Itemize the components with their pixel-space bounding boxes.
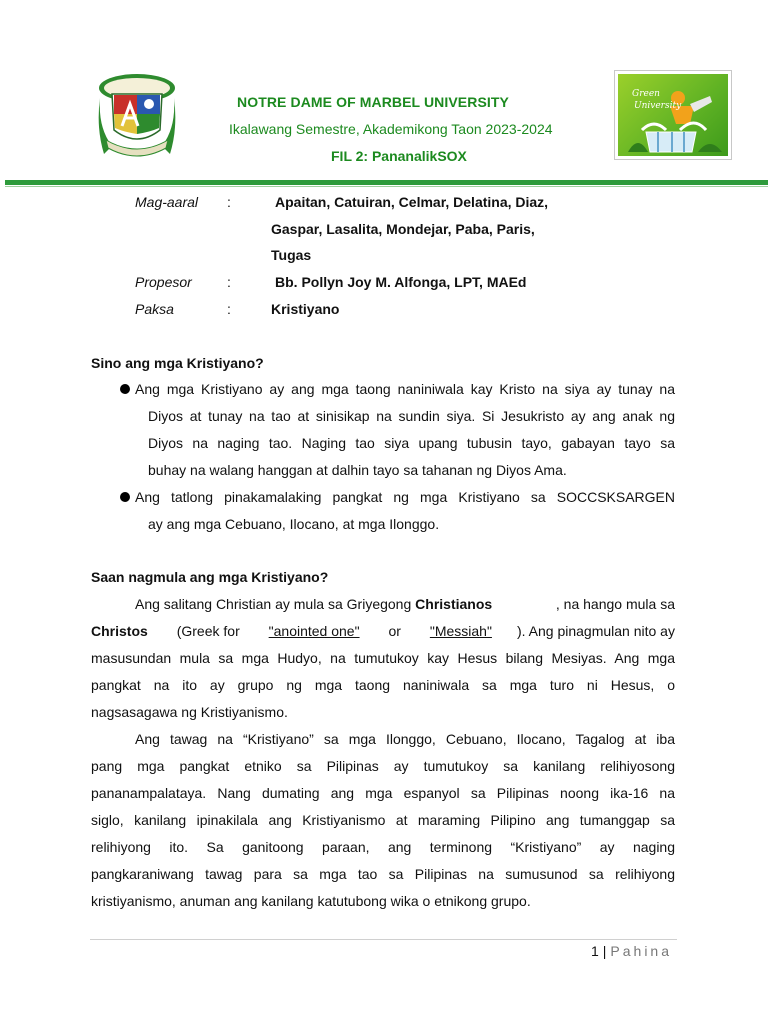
link-messiah[interactable]: "Messiah" xyxy=(429,623,492,639)
header-divider-thin xyxy=(5,186,768,187)
paragraph-line: Ang tawag na “Kristiyano” sa mga Ilonggo, Cebuano, Ilocano, Tagalog at iba xyxy=(135,731,675,747)
paragraph-line: nagsasagawa ng Kristiyanismo. xyxy=(91,704,288,720)
page-footer xyxy=(591,943,672,959)
paragraph-line: Ang mga Kristiyano ay ang mga taong naniniwala kay Kristo na siya ay tunay na xyxy=(135,381,675,397)
text-run: or xyxy=(384,623,405,639)
professor-colon: : xyxy=(227,274,231,290)
svg-text:University: University xyxy=(634,101,682,111)
page-word: Pahina xyxy=(610,943,672,959)
text-run: (Greek for xyxy=(172,623,244,639)
topic-colon: : xyxy=(227,301,231,317)
paragraph-line: pananampalataya. Nang dumating ang mga espanyol sa Pilipinas noong ika-16 na xyxy=(91,785,675,801)
university-name: NOTRE DAME OF MARBEL UNIVERSITY xyxy=(237,94,509,110)
paragraph-line: masusundan mula sa mga Hudyo, na tumutukoy kay Hesus bilang Mesiyas. Ang mga xyxy=(91,650,675,666)
paragraph-line: ay ang mga Cebuano, Ilocano, at mga Ilonggo. xyxy=(148,516,440,532)
green-university-logo-icon xyxy=(614,70,732,160)
paragraph-line: siglo, kanilang ipinakilala ang Kristiyanismo at maraming Pilipino ang tumanggap sa xyxy=(91,812,675,828)
student-colon: : xyxy=(227,194,231,210)
bullet-icon xyxy=(120,384,130,394)
paragraph-line xyxy=(91,623,675,639)
footer-divider xyxy=(90,939,677,940)
paragraph-line: buhay na walang hanggan at dalhin tayo sa tahanan ng Diyos Ama. xyxy=(148,462,567,478)
paragraph-line: Diyos at tunay na tao at sinisikap na sundin siya. Si Jesukristo ay ang anak ng xyxy=(148,408,675,424)
paragraph-line: pangkat na ito ay grupo ng mga taong naniniwala sa mga turo ni Hesus, o xyxy=(91,677,675,693)
professor-name: Bb. Pollyn Joy M. Alfonga, LPT, MAEd xyxy=(275,274,527,290)
course-title: FIL 2: PananalikSOX xyxy=(331,148,467,164)
paragraph-line: pangkaraniwang tawag para sa mga tao sa Pilipinas na sumusunod sa relihiyong xyxy=(91,866,675,882)
svg-text:Green: Green xyxy=(632,89,660,99)
link-anointed-one[interactable]: "anointed one" xyxy=(268,623,360,639)
student-label: Mag-aaral xyxy=(135,194,199,210)
topic-value: Kristiyano xyxy=(271,301,340,317)
professor-label: Propesor xyxy=(135,274,192,290)
header-divider xyxy=(5,180,768,185)
university-seal-icon xyxy=(94,68,180,164)
paragraph-line: Diyos na naging tao. Naging tao siya upang tubusin tayo, gabayan tayo sa xyxy=(148,435,675,451)
text-run: , na hango mula sa xyxy=(555,596,675,612)
section-heading-saan: Saan nagmula ang mga Kristiyano? xyxy=(91,569,329,585)
paragraph-line xyxy=(135,596,675,612)
paragraph-line: relihiyong ito. Sa ganitoong paraan, ang terminong “Kristiyano” ay naging xyxy=(91,839,675,855)
topic-label: Paksa xyxy=(135,301,174,317)
semester-text: Ikalawang Semestre, Akademikong Taon 2023-2024 xyxy=(229,121,553,137)
section-heading-sino: Sino ang mga Kristiyano? xyxy=(91,355,264,371)
paragraph-line: Ang tatlong pinakamalaking pangkat ng mga Kristiyano sa SOCCSKSARGEN xyxy=(135,489,675,505)
bold-term-christianos: Christianos xyxy=(415,596,493,612)
paragraph-line: kristiyanismo, anuman ang kanilang katutubong wika o etnikong grupo. xyxy=(91,893,531,909)
text-run: ). Ang pinagmulan nito ay xyxy=(516,623,675,639)
student-names-line2: Gaspar, Lasalita, Mondejar, Paba, Paris, xyxy=(271,221,535,237)
bold-term-christos: Christos xyxy=(91,623,148,639)
text-run: Ang salitang Christian ay mula sa Griyegong xyxy=(135,596,416,612)
page-number: 1 xyxy=(590,943,599,959)
bullet-icon xyxy=(120,492,130,502)
paragraph-line: pang mga pangkat etniko sa Pilipinas ay tumutukoy sa kanilang relihiyosong xyxy=(91,758,675,774)
student-names-line1: Apaitan, Catuiran, Celmar, Delatina, Diaz, xyxy=(275,194,549,210)
student-names-line3: Tugas xyxy=(271,247,312,263)
footer-separator: | xyxy=(602,943,607,959)
